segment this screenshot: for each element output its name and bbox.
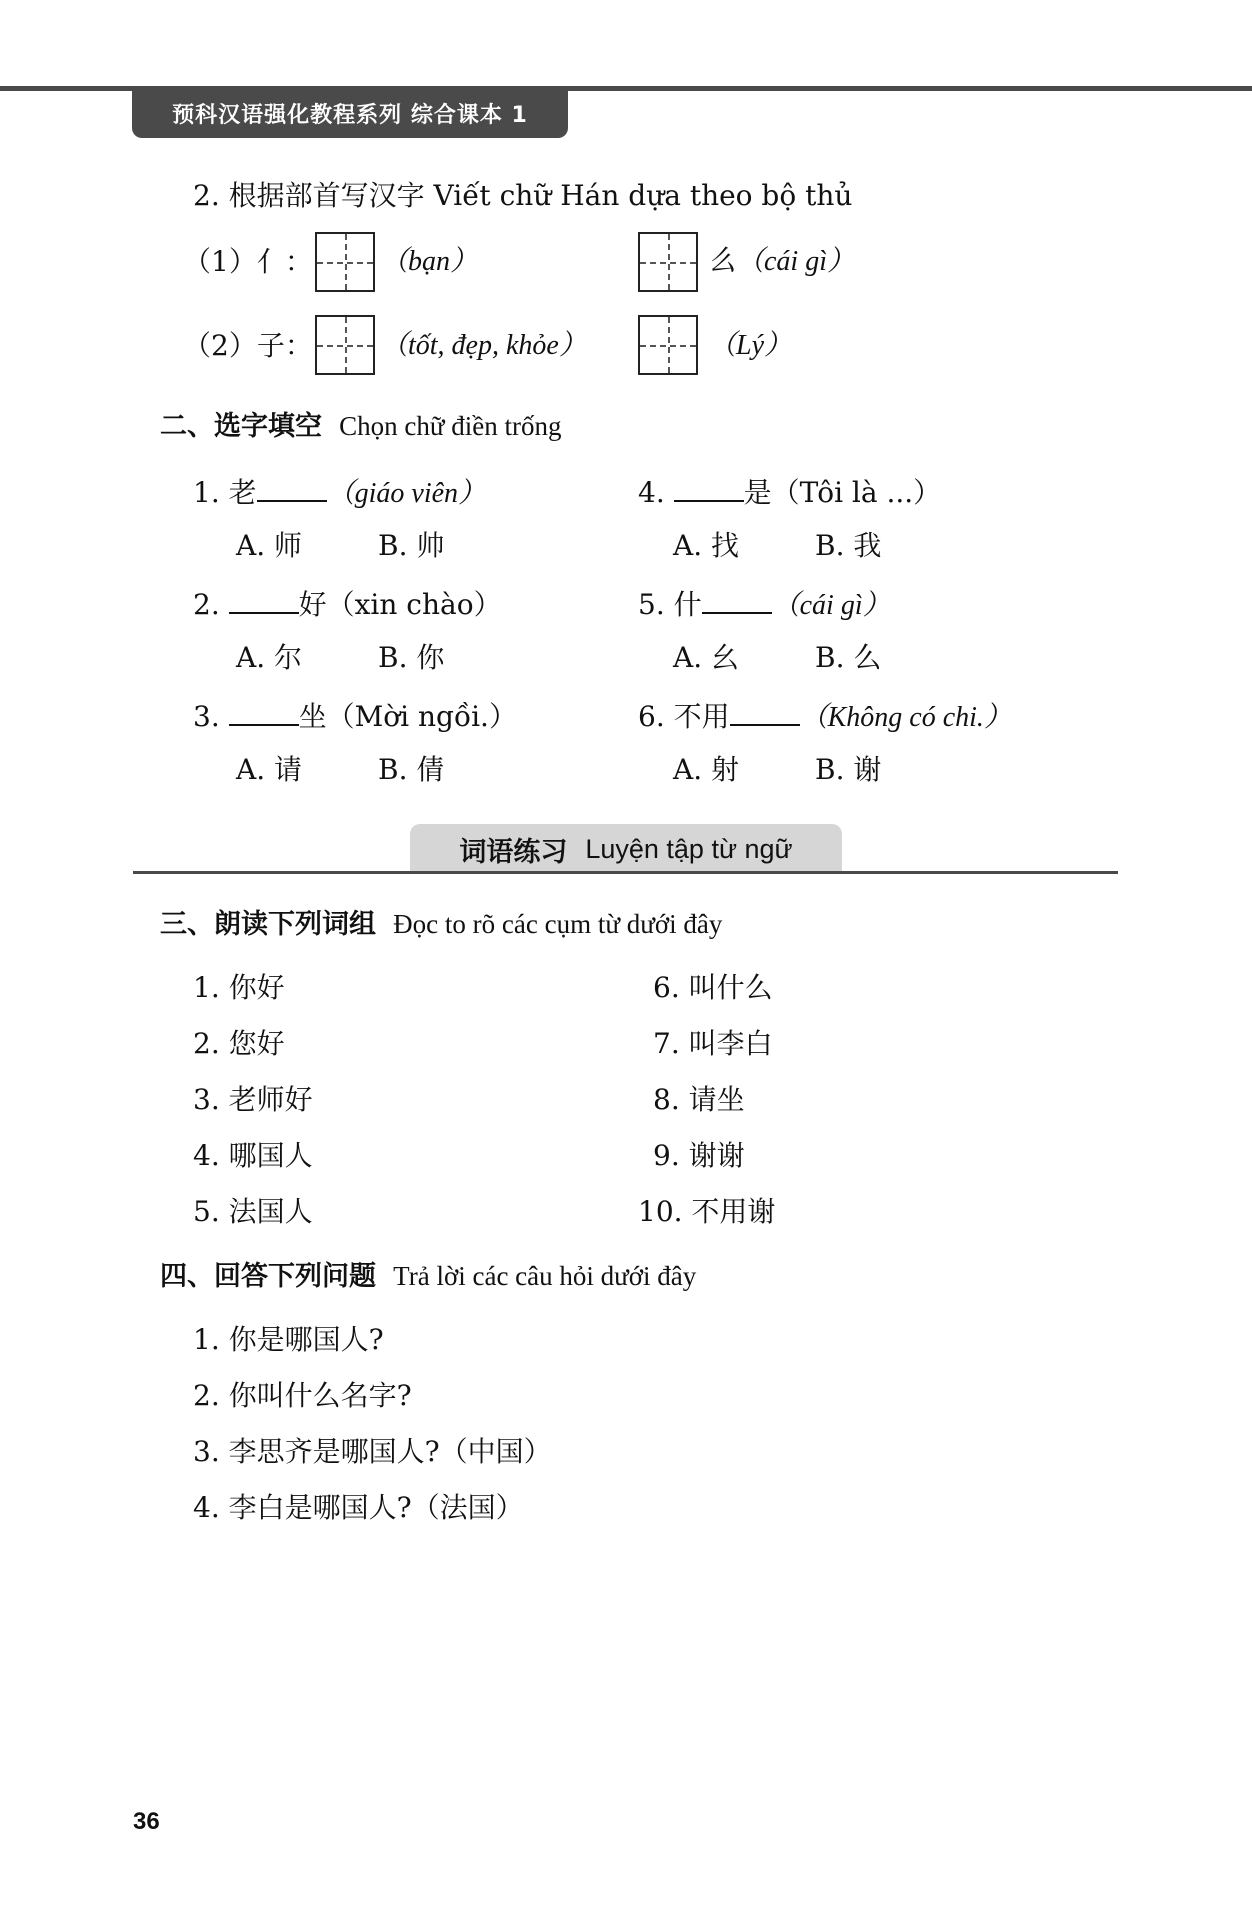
exercise2-title	[160, 408, 562, 445]
choice-item-5-post: （cái gì）	[771, 590, 891, 621]
choice-item-6	[638, 696, 1012, 736]
radical-row-2-suffix: （Lý）	[708, 330, 793, 361]
radical-row-2-label: （2）子：	[183, 329, 313, 362]
choice-item-2	[193, 584, 502, 623]
choice-item-6-blank[interactable]	[730, 696, 800, 726]
writing-box-1b[interactable]	[638, 232, 698, 292]
exercise4-title-zh: 四、回答下列问题	[160, 1261, 376, 1292]
exercise2-title-vi: Chọn chữ điền trống	[339, 411, 562, 441]
choice-item-2-pre: 2.	[193, 588, 229, 621]
choice-item-4-option-b[interactable]: B. 我	[815, 529, 882, 562]
choice-item-3-option-b[interactable]: B. 倩	[378, 753, 445, 786]
phrase-item-1: 1. 你好	[193, 971, 285, 1004]
page-number: 36	[133, 1808, 160, 1835]
question-item-1: 1. 你是哪国人?	[193, 1323, 384, 1356]
section-divider	[133, 871, 1118, 874]
radical-row-2-hint: （tốt, đẹp, khỏe）	[380, 330, 587, 361]
choice-item-5	[638, 584, 891, 624]
section2-title: 2. 根据部首写汉字 Viết chữ Hán dựa theo bộ thủ	[193, 179, 853, 212]
choice-item-2-post: 好（xin chào）	[298, 588, 502, 621]
phrase-item-6: 6. 叫什么	[653, 971, 773, 1004]
choice-item-6-option-b[interactable]: B. 谢	[815, 753, 882, 786]
exercise3-title-vi: Đọc to rõ các cụm từ dưới đây	[393, 909, 723, 939]
choice-item-4-blank[interactable]	[674, 472, 744, 502]
choice-item-3-pre: 3.	[193, 700, 229, 733]
choice-item-6-pre: 6. 不用	[638, 700, 730, 733]
phrase-item-3: 3. 老师好	[193, 1083, 313, 1116]
choice-item-3-blank[interactable]	[229, 696, 299, 726]
choice-item-3-option-a[interactable]: A. 请	[236, 753, 303, 786]
choice-item-2-option-a[interactable]: A. 尔	[236, 641, 303, 674]
choice-item-1-option-b[interactable]: B. 帅	[378, 529, 445, 562]
choice-item-1-post: （giáo viên）	[326, 478, 487, 509]
exercise3-title-zh: 三、朗读下列词组	[160, 909, 376, 940]
exercise4-title-vi: Trả lời các câu hỏi dưới đây	[393, 1261, 697, 1291]
choice-item-4-option-a[interactable]: A. 找	[673, 529, 740, 562]
choice-item-5-pre: 5. 什	[638, 588, 702, 621]
choice-item-1-option-a[interactable]: A. 师	[236, 529, 303, 562]
choice-item-4	[638, 472, 941, 511]
choice-item-2-blank[interactable]	[229, 584, 299, 614]
question-item-2: 2. 你叫什么名字?	[193, 1379, 412, 1412]
header-title: 预科汉语强化教程系列 综合课本 1	[132, 88, 568, 138]
choice-item-5-option-b[interactable]: B. 么	[815, 641, 882, 674]
choice-item-2-option-b[interactable]: B. 你	[378, 641, 445, 674]
question-item-4: 4. 李白是哪国人?（法国）	[193, 1491, 524, 1524]
exercise3-title	[160, 906, 722, 943]
phrase-item-4: 4. 哪国人	[193, 1139, 313, 1172]
exercise2-title-zh: 二、选字填空	[160, 411, 322, 442]
vocabulary-practice-tab	[410, 824, 842, 874]
radical-row-1-label: （1）亻：	[183, 245, 313, 278]
vocabulary-tab-zh: 词语练习	[459, 836, 568, 868]
vocabulary-tab-vi: Luyện tập từ ngữ	[585, 833, 793, 864]
choice-item-1	[193, 472, 486, 512]
radical-row-1-suffix: 么（cái gì）	[708, 246, 855, 277]
choice-item-4-post: 是（Tôi là ...）	[743, 476, 942, 509]
choice-item-6-post: （Không có chi.）	[799, 702, 1012, 733]
choice-item-1-blank[interactable]	[257, 472, 327, 502]
choice-item-5-blank[interactable]	[702, 584, 772, 614]
choice-item-6-option-a[interactable]: A. 射	[673, 753, 740, 786]
radical-row-1-hint: （bạn）	[380, 246, 479, 277]
writing-box-2a[interactable]	[315, 315, 375, 375]
phrase-item-2: 2. 您好	[193, 1027, 285, 1060]
choice-item-4-pre: 4.	[638, 476, 674, 509]
writing-box-2b[interactable]	[638, 315, 698, 375]
choice-item-3-post: 坐（Mời ngồi.）	[298, 700, 517, 733]
exercise4-title	[160, 1258, 696, 1295]
phrase-item-9: 9. 谢谢	[653, 1139, 745, 1172]
question-item-3: 3. 李思齐是哪国人?（中国）	[193, 1435, 552, 1468]
phrase-item-8: 8. 请坐	[653, 1083, 745, 1116]
choice-item-5-option-a[interactable]: A. 幺	[673, 641, 740, 674]
writing-box-1a[interactable]	[315, 232, 375, 292]
phrase-item-7: 7. 叫李白	[653, 1027, 773, 1060]
phrase-item-10: 10. 不用谢	[638, 1195, 776, 1228]
phrase-item-5: 5. 法国人	[193, 1195, 313, 1228]
choice-item-3	[193, 696, 517, 735]
choice-item-1-pre: 1. 老	[193, 476, 257, 509]
